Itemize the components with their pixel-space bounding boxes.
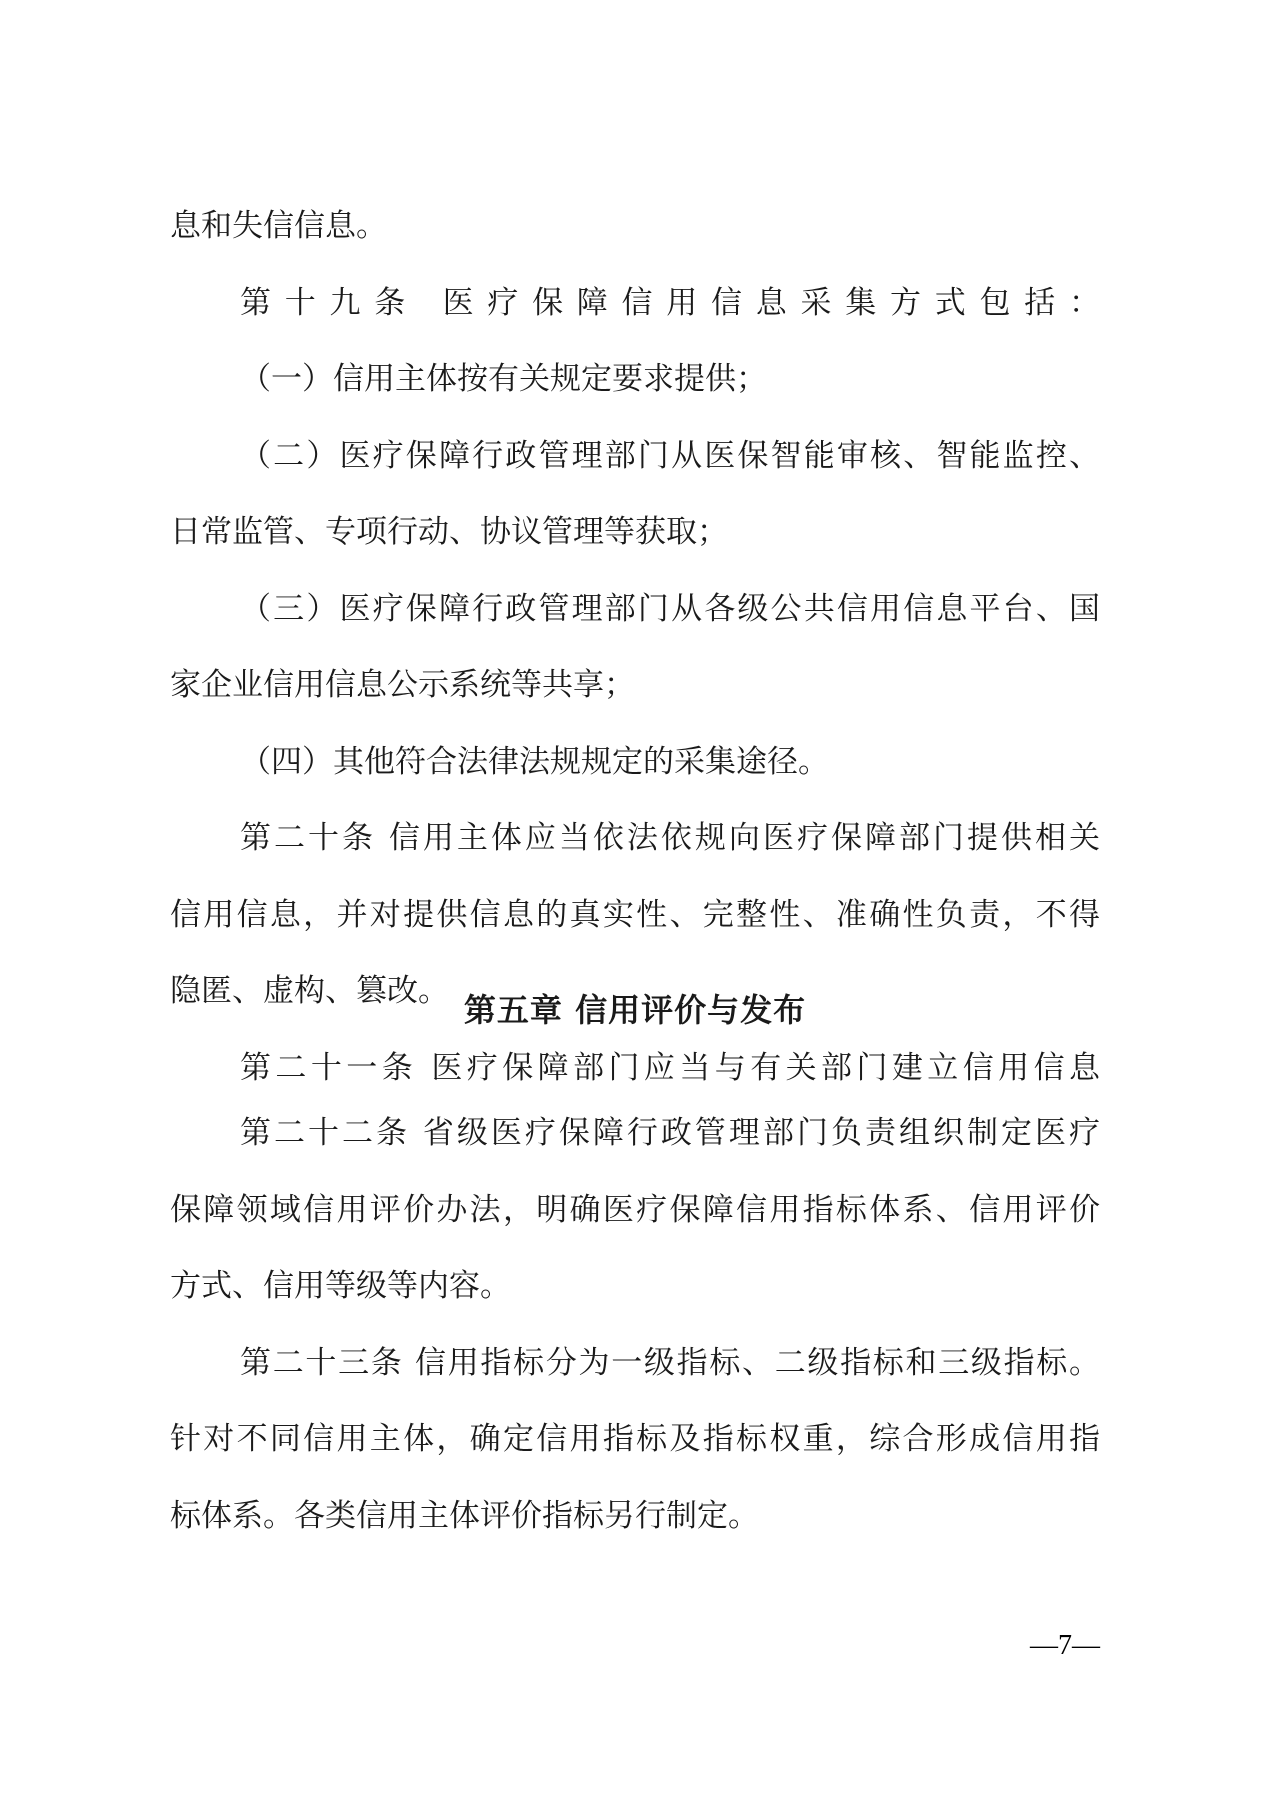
list-item-4: （四）其他符合法律法规规定的采集途径。 xyxy=(240,743,829,780)
list-item-3: （三）医疗保障行政管理部门从各级公共信用信息平台、国 xyxy=(240,590,1100,627)
chapter-title: 第五章 信用评价与发布 xyxy=(463,991,807,1029)
text-line: 信用信息，并对提供信息的真实性、完整性、准确性负责，不得 xyxy=(170,896,1100,933)
article-22: 第二十二条 省级医疗保障行政管理部门负责组织制定医疗 xyxy=(240,1115,1100,1151)
text-line: 日常监管、专项行动、协议管理等获取； xyxy=(170,514,728,550)
text-line: 方式、信用等级等内容。 xyxy=(170,1268,511,1304)
page-number: —7— xyxy=(1030,1630,1100,1661)
list-item-1: （一）信用主体按有关规定要求提供； xyxy=(240,361,767,397)
article-20: 第二十条 信用主体应当依法依规向医疗保障部门提供相关 xyxy=(240,820,1100,856)
text-line: 针对不同信用主体，确定信用指标及指标权重，综合形成信用指 xyxy=(170,1421,1100,1457)
article-21: 第二十一条 医疗保障部门应当与有关部门建立信用信息 xyxy=(240,1049,1100,1086)
text-line: 标体系。各类信用主体评价指标另行制定。 xyxy=(170,1497,759,1534)
article-19-heading: 第十九条 医疗保障信用信息采集方式包括： xyxy=(240,284,1100,321)
article-23: 第二十三条 信用指标分为一级指标、二级指标和三级指标。 xyxy=(240,1344,1100,1381)
text-line: 家企业信用信息公示系统等共享； xyxy=(170,667,635,703)
text-line: 隐匿、虚构、篡改。 xyxy=(170,973,449,1009)
text-line: 保障领域信用评价办法，明确医疗保障信用指标体系、信用评价 xyxy=(170,1191,1100,1228)
list-item-2: （二）医疗保障行政管理部门从医保智能审核、智能监控、 xyxy=(240,437,1100,474)
text-line: 息和失信信息。 xyxy=(170,208,387,244)
